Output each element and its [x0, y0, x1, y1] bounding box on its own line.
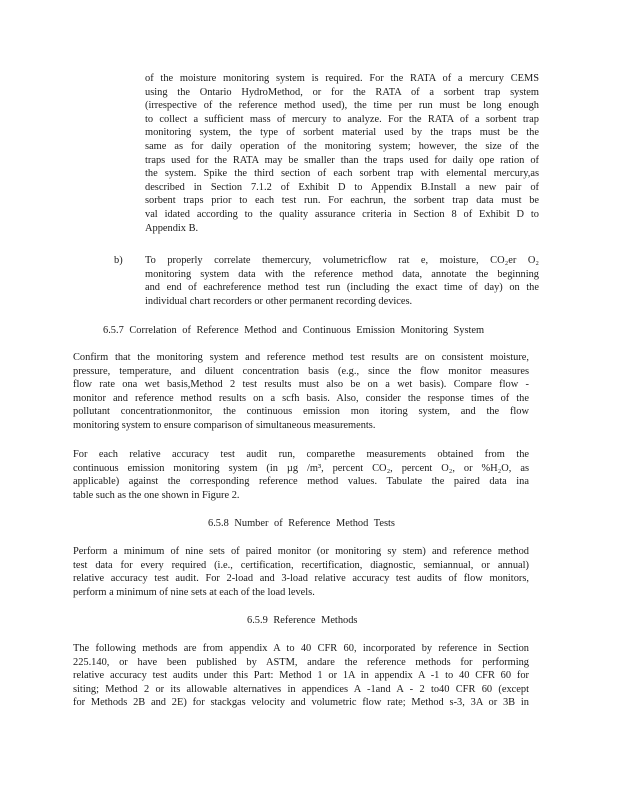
text-line: using the Ontario HydroMethod, or for the RATA of a sorbent trap system — [145, 86, 539, 98]
text-line: relative accuracy test audits under this Part: Method 1 or 1A in appendix A -1 to 40 CFR 60 for — [73, 670, 529, 682]
section-heading-658: 6.5.8 Number of Reference Method Tests — [208, 518, 395, 529]
text-line: table such as the one shown in Figure 2. — [73, 489, 240, 501]
text-line: test data for every required (i.e., certification, recertification, diagnostic, semiannual, or annual) — [73, 559, 529, 571]
text-line: 225.140, or have been published by ASTM, andare the reference methods for performing — [73, 656, 529, 668]
text-line: flow rate ona wet basis,Method 2 test results must also be on a wet basis). Compare flow - — [73, 379, 529, 391]
text-line: applicable) against the corresponding reference method values. Tabulate the paired data ina — [73, 476, 529, 488]
text-line: perform a minimum of nine sets at each of the load levels. — [73, 586, 315, 598]
list-item-b-text — [145, 254, 539, 308]
text-line: monitoring system to ensure comparison of simultaneous measurements. — [73, 419, 376, 431]
text-line: relative accuracy test audit. For 2-load and 3-load relative accuracy test audits of flow monitors, — [73, 573, 529, 585]
paragraph — [73, 448, 529, 502]
text-line: same as for daily operation of the monitoring system; however, the size of the — [145, 140, 539, 152]
paragraph — [73, 351, 529, 433]
text-line: (irrespective of the reference method used), the time per run must be long enough — [145, 100, 539, 112]
section-heading-657: 6.5.7 Correlation of Reference Method and Continuous Emission Monitoring System — [103, 325, 485, 336]
text-line: the system. Spike the third section of each sorbent trap with elemental mercury,as — [145, 168, 539, 180]
text-line: Confirm that the monitoring system and reference method test results are on consistent moisture, — [73, 352, 529, 363]
text-line: and end of eachreference method test run (including the exact time of day) on the — [145, 282, 539, 294]
text-line: monitor and reference method results on a scfh basis. Also, consider the response times of the — [73, 392, 529, 404]
text-line: val idated according to the quality assurance criteria in Section 8 of Exhibit D to — [145, 208, 539, 220]
text-line: Appendix B. — [145, 222, 199, 234]
text-line: pollutant concentrationmonitor, the continuous emission mon itoring system, and the flow — [73, 406, 529, 418]
text-line: monitoring system data with the reference method data, annotate the beginning — [145, 268, 539, 280]
text-line: for Methods 2B and 2E) for stackgas velocity and volumetric flow rate; Method s-3, 3A or 3B in — [73, 697, 529, 709]
text-line: described in Section 7.1.2 of Exhibit D to Appendix B.Install a new pair of — [145, 181, 539, 193]
text-line: traps used for the RATA may be smaller than the traps used for daily ope ration of — [145, 154, 539, 166]
text-line: of the moisture monitoring system is required. For the RATA of a mercury CEMS — [145, 73, 539, 84]
text-line: For each relative accuracy test audit run, comparethe measurements obtained from the — [73, 449, 529, 460]
list-item-label: b) — [114, 255, 123, 266]
text-line: monitoring system, the type of sorbent material used by the traps must be the — [145, 127, 539, 139]
paragraph — [73, 545, 529, 599]
section-heading-659: 6.5.9 Reference Methods — [247, 615, 358, 626]
text-line: The following methods are from appendix A to 40 CFR 60, incorporated by reference in Section — [73, 643, 529, 654]
text-line: To properly correlate themercury, volumetricflow rat e, moisture, CO₂er O₂ — [145, 255, 539, 266]
text-line: siting; Method 2 or its allowable alternatives in appendices A -1and A - 2 to40 CFR 60 (except — [73, 683, 529, 695]
text-line: Perform a minimum of nine sets of paired monitor (or monitoring sy stem) and reference method — [73, 546, 529, 557]
text-line: sorbent traps prior to each test run. For eachrun, the sorbent trap data must be — [145, 195, 539, 207]
text-line: pressure, temperature, and diluent concentration basis (e.g., since the flow monitor measures — [73, 365, 529, 377]
text-line: to collect a sufficient mass of mercury to analyze. For the RATA of a sorbent trap — [145, 113, 539, 125]
paragraph — [73, 642, 529, 710]
text-line: continuous emission monitoring system (in µg /m³, percent CO₂, percent O₂, or %H₂O, as — [73, 462, 529, 474]
text-line: individual chart recorders or other permanent recording devices. — [145, 295, 413, 307]
continued-paragraph — [145, 72, 539, 235]
